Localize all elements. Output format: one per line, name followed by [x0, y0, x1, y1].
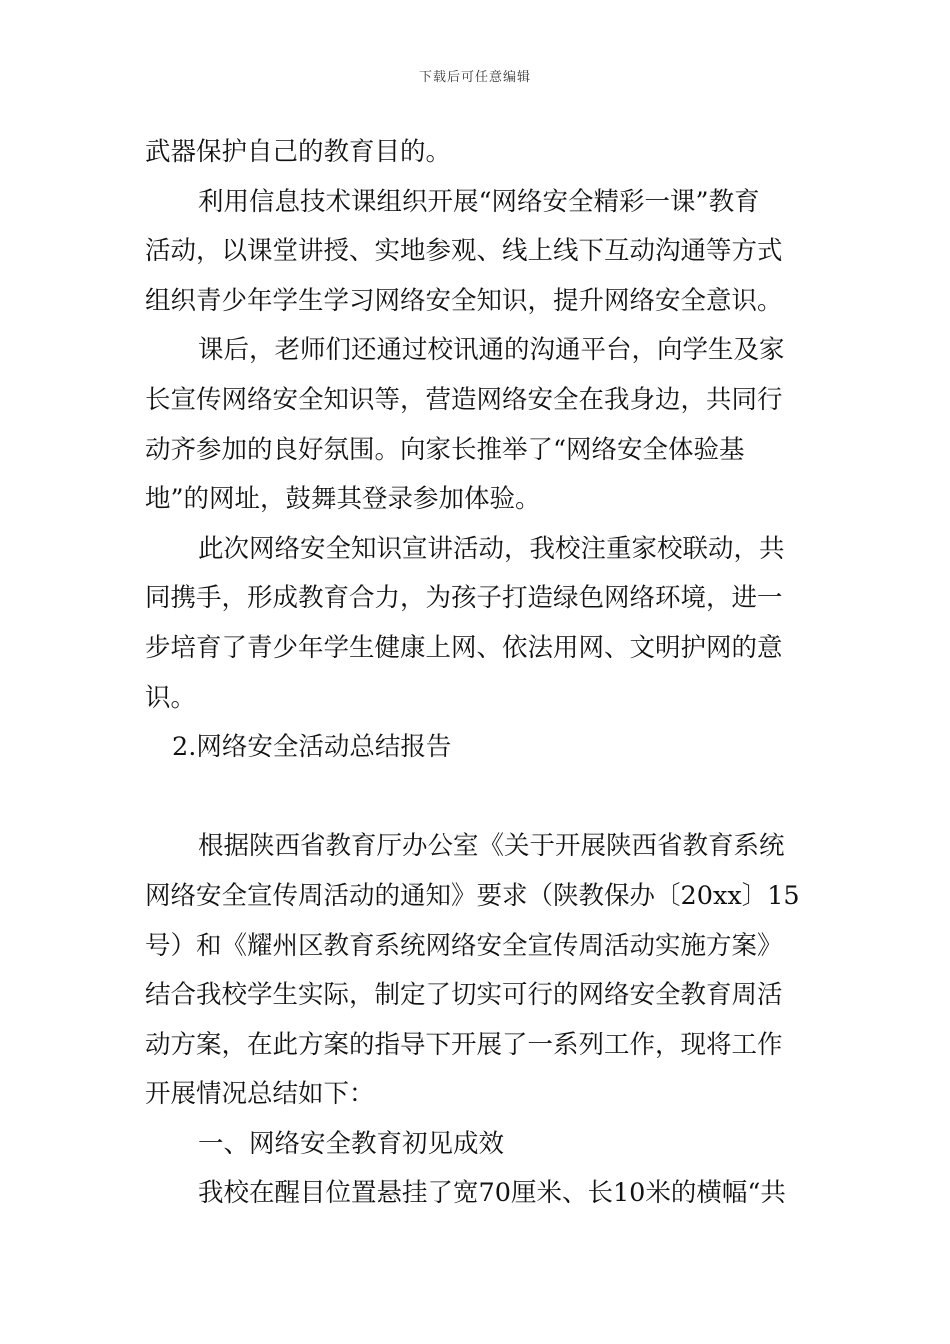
text-line: 网络安全宣传周活动的通知》要求（陕教保办〔20xx〕15	[145, 880, 800, 911]
text-line: 一、网络安全教育初见成效	[198, 1128, 505, 1159]
blank-line	[145, 773, 810, 823]
text-line: 课后，老师们还通过校讯通的沟通平台，向学生及家	[198, 335, 785, 366]
text-line: 识。	[145, 682, 197, 713]
text-line: 开展情况总结如下：	[145, 1079, 375, 1110]
text-line: 长宣传网络安全知识等，营造网络安全在我身边，共同行	[145, 384, 783, 415]
text-line: 结合我校学生实际，制定了切实可行的网络安全教育周活	[145, 980, 783, 1011]
text-line: 号）和《耀州区教育系统网络安全宣传周活动实施方案》	[145, 930, 783, 961]
text-line: 动齐参加的良好氛围。向家长推举了“网络安全体验基	[145, 434, 745, 465]
text-line: 2.网络安全活动总结报告	[172, 732, 452, 763]
text-line: 利用信息技术课组织开展“网络安全精彩一课”教育	[198, 186, 760, 217]
text-line: 同携手，形成教育合力，为孩子打造绿色网络环境，进一	[145, 583, 783, 614]
text-line: 步培育了青少年学生健康上网、依法用网、文明护网的意	[145, 632, 783, 663]
text-line: 活动，以课堂讲授、实地参观、线上线下互动沟通等方式	[145, 236, 783, 267]
text-line: 地”的网址，鼓舞其登录参加体验。	[145, 484, 541, 515]
text-line: 组织青少年学生学习网络安全知识，提升网络安全意识。	[145, 285, 783, 316]
page-header: 下载后可任意编辑	[418, 70, 531, 85]
text-line: 此次网络安全知识宣讲活动，我校注重家校联动，共	[198, 533, 785, 564]
document-body	[145, 128, 810, 1219]
text-line: 根据陕西省教育厅办公室《关于开展陕西省教育系统	[198, 831, 785, 862]
text-line: 动方案，在此方案的指导下开展了一系列工作，现将工作	[145, 1029, 783, 1060]
text-line: 武器保护自己的教育目的。	[145, 137, 452, 167]
text-line: 我校在醒目位置悬挂了宽70厘米、长10米的横幅“共	[198, 1178, 786, 1209]
